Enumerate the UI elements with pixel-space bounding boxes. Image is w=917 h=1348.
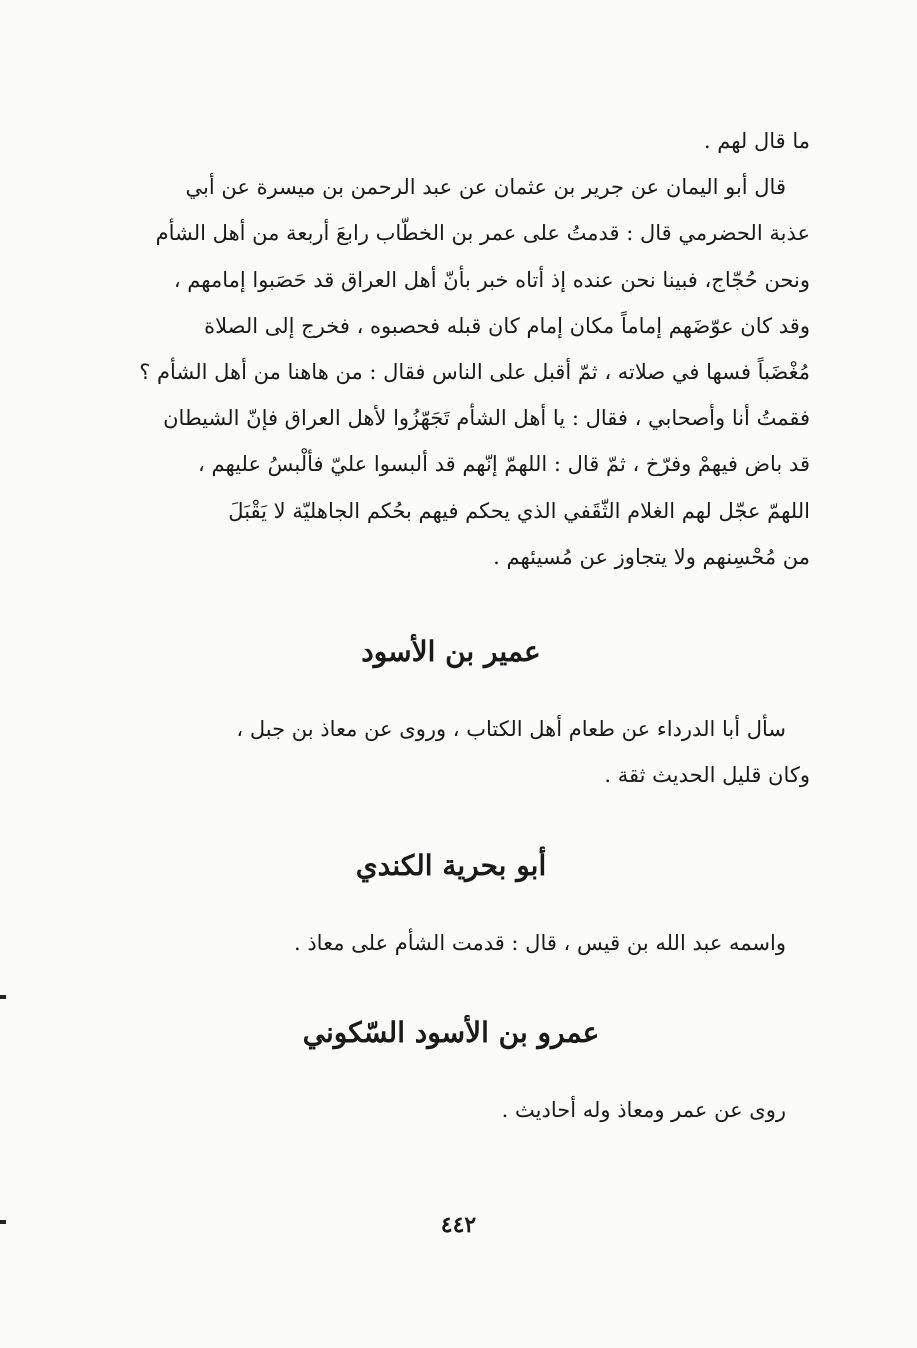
- entry-heading: عمرو بن الأسود السّكوني: [302, 1015, 600, 1049]
- entry-heading: أبو بحرية الكندي: [355, 849, 547, 883]
- entry-paragraph: [92, 1087, 810, 1133]
- entry-paragraph: [92, 706, 810, 798]
- text-line: قد باض فيهمْ وفرّخ ، ثمّ قال : اللهمّ إنّهم قد ألبسوا عليّ فألْبسُ عليهم ،: [198, 452, 810, 477]
- opening-paragraph: [92, 118, 810, 580]
- text-line: قال أبو اليمان عن جرير بن عثمان عن عبد الرحمن بن ميسرة عن أبي: [185, 175, 786, 200]
- text-line: ونحن حُجّاج، فبينا نحن عنده إذ أتاه خبر بأنّ أهل العراق قد حَصَبوا إمامهم ،: [173, 267, 810, 292]
- text-line: مُغْضَباً فسها في صلاته ، ثمّ أقبل على الناس فقال : من هاهنا من أهل الشأم ؟: [139, 360, 810, 385]
- text-line: واسمه عبد الله بن قيس ، قال : قدمت الشأم على معاذ .: [293, 931, 786, 956]
- text-line: اللهمّ عجّل لهم الغلام الثّقَفي الذي يحكم فيهم بحُكم الجاهليّة لا يَقْبَلَ: [228, 498, 810, 523]
- scan-edge-mark: [0, 1220, 6, 1224]
- text-line: ما قال لهم .: [703, 129, 810, 153]
- text-line: روى عن عمر ومعاذ وله أحاديث .: [501, 1097, 786, 1122]
- scan-edge-mark: [0, 995, 6, 999]
- page-number: ٤٤٢: [440, 1212, 477, 1238]
- text-line: وكان قليل الحديث ثقة .: [604, 763, 810, 788]
- text-line: فقمتُ أنا وأصحابي ، فقال : يا أهل الشأم تَجَهّزُوا لأهل العراق فإنّ الشيطان: [163, 406, 810, 431]
- entry-heading: عمير بن الأسود: [361, 635, 541, 669]
- text-line: سأل أبا الدرداء عن طعام أهل الكتاب ، وروى عن معاذ بن جبل ،: [236, 717, 786, 742]
- entry-paragraph: [92, 920, 810, 966]
- page-content: [92, 118, 810, 1133]
- text-line: وقد كان عوّضَهم إماماً مكان إمام كان قبله فحصبوه ، فخرج إلى الصلاة: [204, 313, 810, 338]
- text-line: عذبة الحضرمي قال : قدمتُ على عمر بن الخطّاب رابعَ أربعة من أهل الشأم: [155, 221, 810, 246]
- text-line: من مُحْسِنهم ولا يتجاوز عن مُسيئهم .: [493, 544, 810, 569]
